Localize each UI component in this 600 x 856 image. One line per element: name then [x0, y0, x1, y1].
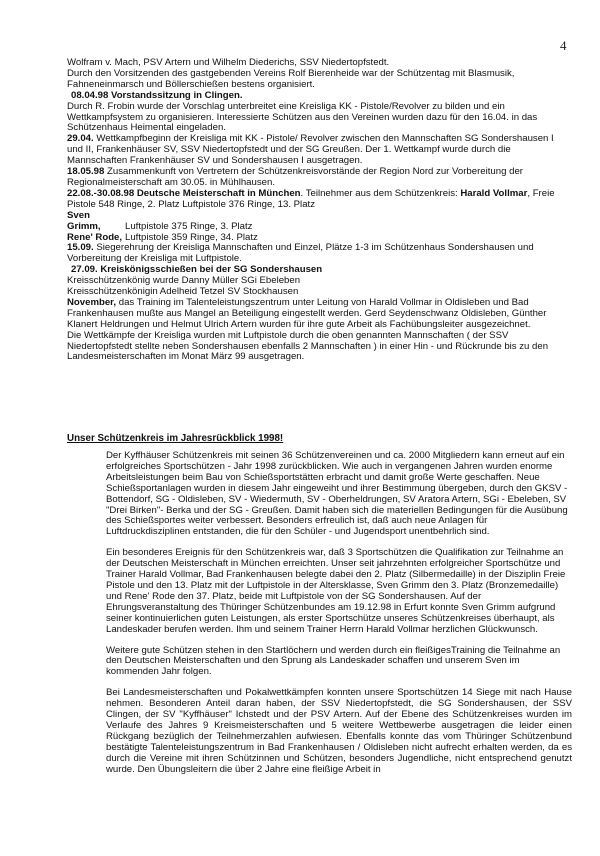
- entry-date: November,: [67, 296, 117, 308]
- entry-text: Wettkampfbeginn der Kreisliga mit KK - Pistole/ Revolver zwischen den Mannschaften SG Sondershausen I und II, Frankenhäuser SV, SSV Niedertopfstedt und der SG Greußen. Der 1. Wettkampf wurde durch die Mannschaften Frankenhäuser SV und Sondershausen I ausgetragen.: [67, 133, 554, 167]
- text-paragraph: Durch den Vorsitzenden des gastgebenden Vereins Rolf Bierenheide war der Schützentag mit Blasmusik, Fahneneinmarsch und Böllerschießen bestens organisiert.: [67, 67, 515, 90]
- result-text: Luftpistole 359 Ringe, 34. Platz: [125, 231, 258, 243]
- entry-date: 29.04.: [67, 133, 94, 145]
- entry-heading: 08.04.98 Vorstandssitzung in Clingen.: [71, 89, 243, 101]
- text-paragraph: [67, 167, 572, 189]
- text-paragraph: [67, 189, 572, 211]
- participant-name: Sven Grimm,: [67, 209, 101, 232]
- entry-text: . Teilnehmer aus dem Schützenkreis:: [300, 187, 461, 199]
- participant-name: Harald Vollmar: [460, 187, 528, 199]
- text-line: Wolfram v. Mach, PSV Artern und Wilhelm Diederichs, SSV Niedertopfstedt.: [67, 57, 390, 68]
- result-line: [67, 211, 572, 233]
- participant-name: Rene' Rode,: [67, 231, 123, 243]
- text-paragraph: Die Wettkämpfe der Kreisliga wurden mit Luftpistole durch die oben genannten Mannschaften ( der SSV Niedertopfstedt stellte neben Sondershausen ebenfalls 2 Mannschaften ) in einer Hin - und Rückrunde bis zu den Landesmeisterschaften im Monat März 99 ausgetragen.: [67, 329, 549, 363]
- review-paragraph-4: Bei Landesmeisterschaften und Pokalwettkämpfen konnten unsere Sportschützen 14 Siege mit nach Hause nehmen. Besonderen Anteil daran haben, der SSV Niedertopfstedt, die SG Sondershausen, der SSV Clingen, der SV "Kyffhäuser" Ichstedt und der PSV Artern. Auf der Ebene des Schützenkreises wurden im Verlaufe des Jahres 9 Kreismeisterschaften und 5 weitere Wettbewerbe ausgetragen die leider einen Rückgang bezüglich der Teilnehmerzahlen aufwiesen. Ebenfalls konnte das vom Thüringer Schützenbund bestätigte Talenteleistungszentrum in Bad Frankenhausen / Oldisleben nicht aufrecht erhalten werden, da es durch die Vereine mit ihren Schützinnen und Schützen, besonders Jugendliche, nicht entsprechend genutzt wurde. Den Übungsleitern die über 2 Jahre eine fleißige Arbeit in: [106, 687, 572, 775]
- page-number: 4: [560, 38, 567, 53]
- entry-text: das Training im Talenteleistungszentrum unter Leitung von Harald Vollmar in Oldisleben und Bad Frankenhausen mußte aus Mangel an Beteiligung eingestellt werden. Gerd Seydenschwanz Oldisleben, Günther Klanert Heldrungen und Helmut Ulrich Artern wurden für ihre gute Arbeit als Fachübungsleiter ausgezeichnet.: [67, 296, 547, 330]
- entry-text: , Freie Pistole 548 Ringe, 2. Platz Luftpistole 376 Ringe, 13. Platz: [67, 187, 555, 210]
- entry-text: Zusammenkunft von Vertretern der Schützenkreisvorstände der Region Nord zur Vorbereitung der Regionalmeisterschaft am 30.05. in Mühlhausen.: [67, 166, 523, 188]
- entry-heading: 27.09. Kreiskönigsschießen bei der SG Sondershausen: [71, 264, 323, 276]
- review-paragraph-3: Weitere gute Schützen stehen in den Startlöchern und werden durch ein fleißigesTraining die Teilnahme an den Deutschen Meisterschaften und den Sprung als Landeskader schaffen und unserem Sven im kommenden Jahr folgen.: [106, 644, 561, 678]
- review-paragraph-2: Ein besonderes Ereignis für den Schützenkreis war, daß 3 Sportschützen die Qualifikation zur Teilnahme an der Deutschen Meisterschaft in München erreichten. Unser seit jahrzehnten erfolgreicher Sportschütze und Trainer Harald Vollmar, Bad Frankenhausen belegte dabei den 2. Platz (Silbermedaille) in der Disziplin Freie Pistole und den 13. Platz mit der Luftpistole in der Altersklasse, Sven Grimm den 3. Platz (Bronzemedaille) und Rene' Rode den 37. Platz, beide mit Luftpistole von der SG Sondershausen. Auf der Ehrungsveranstaltung des Thüringer Schützenbundes am 19.12.98 in Erfurt konnte Sven Grimm aufgrund seiner kontinuierlichen guten Leistungen, als erster Sportschütze unseres Schützenkreises überhaupt, als Landeskader berufen werden. Ihm und seinem Trainer Herrn Harald Vollmar herzlichen Glückwunsch.: [106, 547, 566, 635]
- text-line: Kreisschützenkönig wurde Danny Müller SGi Ebeleben: [67, 275, 301, 287]
- text-paragraph: [67, 298, 572, 331]
- review-heading: Unser Schützenkreis im Jahresrückblick 1998!: [67, 433, 284, 444]
- text-paragraph: [67, 243, 572, 265]
- entry-text: Siegerehrung der Kreisliga Mannschaften und Einzel, Plätze 1-3 im Schützenhaus Sondershausen und Vorbereitung der Kreisliga mit Luftpistole.: [67, 242, 534, 265]
- entry-heading: 22.08.-30.08.98 Deutsche Meisterschaft in München: [67, 187, 301, 199]
- entry-date: 18.05.98: [67, 166, 105, 178]
- text-line: Kreisschützenkönigin Adelheid Tetzel SV Stockhausen: [67, 286, 299, 298]
- review-section: [106, 451, 572, 775]
- text-paragraph: Durch R. Frobin wurde der Vorschlag unterbreitet eine Kreisliga KK - Pistole/Revolver zu bilden und ein Wettkampfsystem zu organisieren. Interessierte Schützen aus den Vereinen wurden dazu für den 16.04. in das Schützenhaus Heimental eingeladen.: [67, 100, 538, 134]
- chronicle-section: [67, 58, 572, 363]
- review-paragraph-1: Der Kyffhäuser Schützenkreis mit seinen 36 Schützenvereinen und ca. 2000 Mitgliedern kann erneut auf ein erfolgreiches Sportschützen - Jahr 1998 zurückblicken. Wie auch in vergangenen Jahren wurden enorme Arbeitsleistungen beim Bau von Schießsportstätten erbracht und damit große Werte geschaffen. Neue Schießsportanlagen wurden in diesem Jahr eingeweiht und ihrer Bestimmung übergeben, durch den GKSV - Bottendorf, SG - Oldisleben, SV - Wiedermuth, SV - Oberheldrungen, SV Aratora Artern, SGi - Ebeleben, SV "Drei Birken"- Berka und der SG - Greußen. Damit haben sich die materiellen Bedingungen für die Ausübung des Schießsportes weiter verbessert. Besonders erfreulich ist, daß auch neue Anlagen für Luftdruckdisziplinen entstanden, die für den Schüler - und Jugendsport unentbehrlich sind.: [106, 450, 568, 538]
- text-paragraph: [67, 134, 572, 167]
- entry-date: 15.09.: [67, 242, 94, 254]
- result-text: Luftpistole 375 Ringe, 3. Platz: [125, 220, 253, 232]
